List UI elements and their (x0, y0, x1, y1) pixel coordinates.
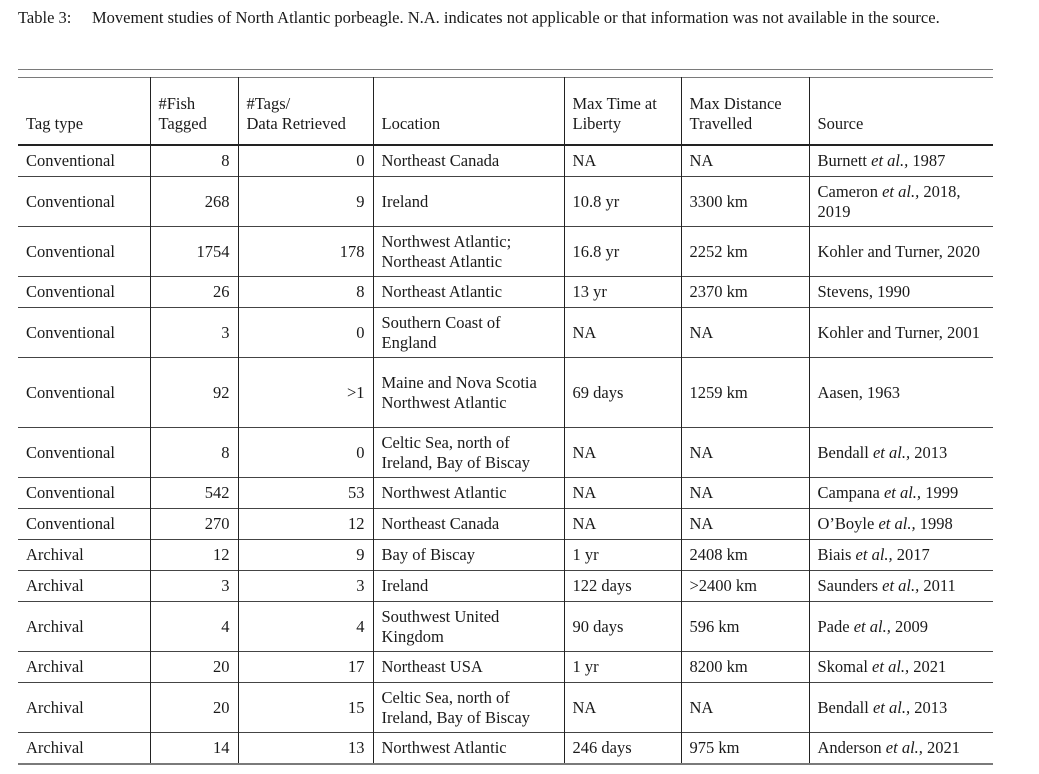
source-author: Campana (817, 483, 880, 502)
source-et-al: et al., (878, 514, 916, 533)
cell-max-distance: 3300 km (681, 177, 809, 227)
cell-max-distance: 1259 km (681, 358, 809, 428)
source-year: 2001 (947, 322, 980, 342)
cell-location: Northwest Atlantic; Northeast Atlantic (373, 227, 564, 277)
cell-location: Northeast Atlantic (373, 277, 564, 308)
cell-location: Northeast Canada (373, 145, 564, 177)
cell-tags-retrieved: 178 (238, 227, 373, 277)
cell-max-time: 16.8 yr (564, 227, 681, 277)
source-year: 2013 (914, 697, 948, 717)
source-et-al: et al., (855, 545, 893, 564)
cell-source (809, 478, 993, 509)
source-author: Anderson (817, 738, 882, 757)
cell-source (809, 571, 993, 602)
cell-fish-tagged: 92 (150, 358, 238, 428)
cell-source (809, 652, 993, 683)
cell-max-distance: NA (681, 683, 809, 733)
table-row (18, 602, 993, 652)
cell-max-time: 13 yr (564, 277, 681, 308)
source-author: Aasen, (817, 382, 863, 402)
cell-tag-type: Archival (26, 616, 84, 636)
cell-tags-retrieved: 0 (238, 428, 373, 478)
source-year: 2013 (914, 442, 948, 462)
cell-max-distance: NA (681, 478, 809, 509)
cell-tags-retrieved: 0 (238, 145, 373, 177)
table-row (18, 308, 993, 358)
cell-location: Northwest Atlantic (373, 478, 564, 509)
cell-tag-type: Conventional (26, 382, 115, 402)
cell-fish-tagged: 1754 (150, 227, 238, 277)
header-row (18, 78, 993, 146)
source-author: Burnett (817, 151, 867, 170)
source-author: Biais (817, 545, 852, 564)
source-year: 2020 (947, 241, 980, 261)
source-year: 2021 (927, 738, 961, 757)
table-row (18, 733, 993, 765)
cell-fish-tagged: 3 (150, 308, 238, 358)
cell-max-distance: NA (681, 145, 809, 177)
source-author: Kohler and Turner, (817, 322, 943, 342)
source-et-al: et al., (885, 738, 923, 757)
cell-source (809, 602, 993, 652)
cell-location: Celtic Sea, north of Ireland, Bay of Biscay (373, 683, 564, 733)
cell-tags-retrieved: 3 (238, 571, 373, 602)
cell-source (809, 683, 993, 733)
table-row (18, 571, 993, 602)
source-author: Stevens, (817, 282, 873, 301)
cell-max-time: NA (564, 145, 681, 177)
table-row (18, 145, 993, 177)
cell-source (809, 308, 993, 358)
source-year: 2011 (923, 576, 956, 595)
table-row (18, 358, 993, 428)
cell-tags-retrieved: 13 (238, 733, 373, 765)
cell-tag-type: Conventional (26, 151, 115, 170)
cell-source (809, 540, 993, 571)
cell-tags-retrieved: 17 (238, 652, 373, 683)
header-location: Location (373, 78, 564, 146)
cell-tag-type: Archival (26, 576, 84, 595)
source-author: Bendall (817, 442, 869, 462)
cell-tags-retrieved: 12 (238, 509, 373, 540)
cell-fish-tagged: 542 (150, 478, 238, 509)
table-row (18, 478, 993, 509)
source-et-al: et al., (871, 151, 909, 170)
cell-fish-tagged: 270 (150, 509, 238, 540)
cell-source (809, 428, 993, 478)
header-max-distance: Max Distance Travelled (681, 78, 809, 146)
cell-max-distance: >2400 km (681, 571, 809, 602)
cell-location: Ireland (373, 177, 564, 227)
cell-source (809, 733, 993, 765)
cell-fish-tagged: 4 (150, 602, 238, 652)
cell-tag-type: Archival (26, 657, 84, 676)
header-tags-retrieved: #Tags/ Data Retrieved (238, 78, 373, 146)
cell-max-distance: 2252 km (681, 227, 809, 277)
cell-max-time: NA (564, 509, 681, 540)
table-top-rule (18, 69, 993, 70)
cell-tags-retrieved: 9 (238, 177, 373, 227)
source-author: O’Boyle (817, 514, 875, 533)
cell-tag-type: Archival (26, 545, 84, 564)
cell-source (809, 358, 993, 428)
cell-max-distance: 2408 km (681, 540, 809, 571)
cell-tag-type: Conventional (26, 514, 115, 533)
source-year: 1999 (925, 483, 959, 502)
source-year: 1963 (866, 382, 900, 402)
header-source: Source (809, 78, 993, 146)
cell-fish-tagged: 8 (150, 145, 238, 177)
cell-source (809, 509, 993, 540)
table-row (18, 227, 993, 277)
cell-max-distance: 596 km (681, 602, 809, 652)
cell-fish-tagged: 14 (150, 733, 238, 765)
table-row (18, 428, 993, 478)
cell-fish-tagged: 268 (150, 177, 238, 227)
table-row (18, 509, 993, 540)
cell-max-time: 90 days (564, 602, 681, 652)
cell-tags-retrieved: 15 (238, 683, 373, 733)
cell-tags-retrieved: 0 (238, 308, 373, 358)
cell-source (809, 145, 993, 177)
cell-location: Southern Coast of England (373, 308, 564, 358)
cell-location: Maine and Nova Scotia Northwest Atlantic (373, 358, 564, 428)
cell-max-distance: 2370 km (681, 277, 809, 308)
cell-max-distance: 975 km (681, 733, 809, 765)
cell-tag-type: Archival (26, 738, 84, 757)
cell-location: Bay of Biscay (373, 540, 564, 571)
cell-tag-type: Conventional (26, 282, 115, 301)
cell-location: Ireland (373, 571, 564, 602)
cell-max-time: NA (564, 308, 681, 358)
cell-max-distance: NA (681, 509, 809, 540)
cell-source (809, 227, 993, 277)
cell-max-time: 122 days (564, 571, 681, 602)
caption-text: Movement studies of North Atlantic porbeagle. N.A. indicates not applicable or that information was not available in the source. (92, 8, 940, 27)
cell-max-distance: NA (681, 308, 809, 358)
cell-fish-tagged: 12 (150, 540, 238, 571)
cell-source (809, 177, 993, 227)
cell-tags-retrieved: 8 (238, 277, 373, 308)
cell-tags-retrieved: 4 (238, 602, 373, 652)
table-row (18, 540, 993, 571)
cell-location: Southwest United Kingdom (373, 602, 564, 652)
header-fish-tagged: #Fish Tagged (150, 78, 238, 146)
caption-label: Table 3: (18, 8, 72, 27)
cell-fish-tagged: 20 (150, 652, 238, 683)
cell-tag-type: Conventional (26, 322, 115, 342)
cell-max-time: 1 yr (564, 540, 681, 571)
source-author: Kohler and Turner, (817, 241, 943, 261)
cell-location: Celtic Sea, north of Ireland, Bay of Biscay (373, 428, 564, 478)
source-author: Skomal (817, 657, 868, 676)
table-row (18, 177, 993, 227)
source-et-al: et al., (882, 181, 920, 201)
cell-max-time: NA (564, 683, 681, 733)
header-max-time: Max Time at Liberty (564, 78, 681, 146)
cell-max-time: 69 days (564, 358, 681, 428)
source-et-al: et al., (883, 483, 922, 502)
source-year: 2017 (896, 545, 930, 564)
cell-tag-type: Conventional (26, 191, 115, 211)
cell-fish-tagged: 20 (150, 683, 238, 733)
cell-fish-tagged: 8 (150, 428, 238, 478)
cell-location: Northwest Atlantic (373, 733, 564, 765)
source-author: Saunders (817, 576, 878, 595)
cell-tag-type: Conventional (26, 442, 115, 462)
source-year: 2021 (913, 657, 947, 676)
source-et-al: et al., (872, 697, 911, 717)
source-year: 2009 (894, 616, 928, 636)
cell-tags-retrieved: 53 (238, 478, 373, 509)
source-year: 1998 (919, 514, 953, 533)
table-row (18, 277, 993, 308)
source-year: 1990 (877, 282, 911, 301)
cell-max-time: 10.8 yr (564, 177, 681, 227)
movement-studies-table (18, 77, 993, 765)
cell-source (809, 277, 993, 308)
cell-max-time: 246 days (564, 733, 681, 765)
table-row (18, 652, 993, 683)
cell-max-time: NA (564, 428, 681, 478)
cell-location: Northeast Canada (373, 509, 564, 540)
source-et-al: et al., (872, 442, 911, 462)
cell-max-distance: 8200 km (681, 652, 809, 683)
source-et-al: et al., (882, 576, 920, 595)
source-year: 2018, 2019 (817, 181, 961, 221)
cell-location: Northeast USA (373, 652, 564, 683)
cell-max-time: 1 yr (564, 652, 681, 683)
source-author: Cameron (817, 181, 878, 201)
cell-tag-type: Conventional (26, 483, 115, 502)
cell-fish-tagged: 3 (150, 571, 238, 602)
source-author: Bendall (817, 697, 869, 717)
cell-fish-tagged: 26 (150, 277, 238, 308)
cell-tag-type: Conventional (26, 241, 115, 261)
source-et-al: et al., (853, 616, 891, 636)
cell-max-distance: NA (681, 428, 809, 478)
cell-max-time: NA (564, 478, 681, 509)
cell-tags-retrieved: >1 (238, 358, 373, 428)
header-tag-type: Tag type (26, 114, 84, 133)
source-year: 1987 (912, 151, 946, 170)
source-et-al: et al., (872, 657, 910, 676)
cell-tag-type: Archival (26, 697, 84, 717)
table-caption (18, 6, 998, 29)
cell-tags-retrieved: 9 (238, 540, 373, 571)
table-row (18, 683, 993, 733)
source-author: Pade (817, 616, 850, 636)
